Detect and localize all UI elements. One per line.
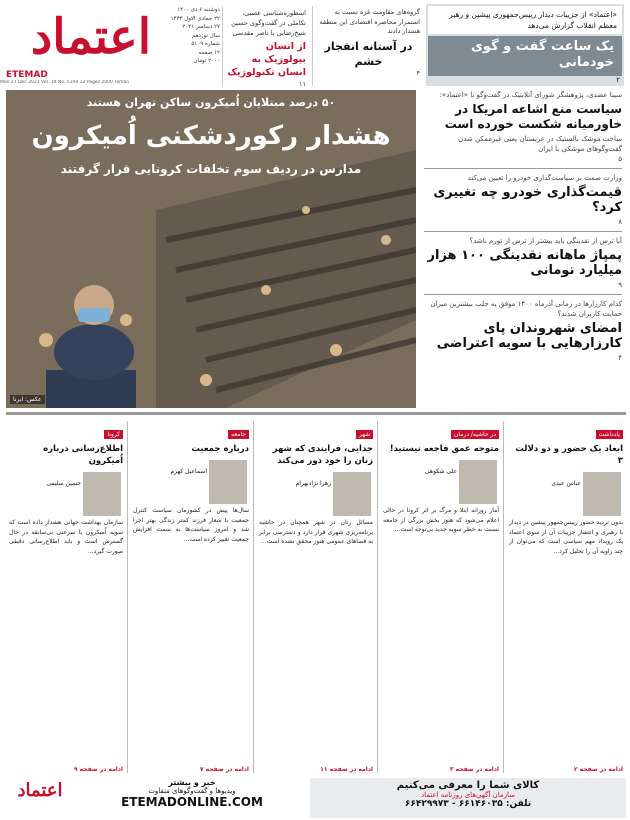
tease-meeting-head: یک ساعت گفت و گوی خودمانی bbox=[428, 36, 622, 76]
ad-online[interactable] bbox=[6, 778, 306, 818]
divider bbox=[253, 421, 254, 773]
column-author: عباس عبدی bbox=[551, 480, 581, 487]
column-population[interactable] bbox=[130, 421, 252, 775]
divider bbox=[377, 421, 378, 773]
story-petitions-head: امضای شهروندان پای کارزارهایی با سویه اعتراضی bbox=[436, 321, 622, 351]
story-petitions-page: ۴ bbox=[618, 354, 622, 362]
right-column bbox=[420, 90, 626, 363]
story-cars-small: وزارت صمت بر سیاست‌گذاری خودرو را تعیین می‌کند bbox=[467, 174, 622, 182]
ad-phone: تلفن: ۶۶۱۴۶۰۳۵ - ۶۶۴۲۹۹۷۳ bbox=[404, 799, 532, 809]
avatar bbox=[459, 460, 497, 504]
column-omicron[interactable] bbox=[6, 421, 126, 775]
tease-tech-small: اسطوره‌شناسی عصبی، تکاملی در گفت‌وگوی حسین شیخ‌رضایی با ناصر مقدسی bbox=[231, 9, 306, 37]
column-more-link[interactable]: ادامه در صفحه ۹ bbox=[73, 766, 123, 773]
hero-title[interactable]: هشدار رکوردشکنی اُمیکرون bbox=[31, 121, 391, 151]
column-title: ابعاد یک حضور و دو دلالت ۳ bbox=[515, 444, 623, 466]
story-usa-sub: ساخت موشک بالستیک در عربستان یعنی غیرممکن شدن گفت‌وگوهای موشکی با ایران bbox=[458, 135, 622, 153]
column-text: سال‌ها پیش در کشورمان سیاست کنترل جمعیت با شعار فرزند کمتر زندگی بهتر اجرا شد و امروز سیاست‌ها به سمت افزایش جمعیت تغییر کرده است... bbox=[133, 507, 249, 543]
tease-gaza-small: گروه‌های مقاومت غزه نسبت به استمرار محاصره اقتصادی این منطقه هشدار دادند bbox=[319, 8, 420, 35]
story-usa[interactable] bbox=[424, 90, 622, 164]
column-more-link[interactable]: ادامه در صفحه ۷ bbox=[199, 766, 249, 773]
ad-sub: سازمان آگهی‌های روزنامه اعتماد bbox=[421, 791, 515, 799]
tease-gaza[interactable] bbox=[312, 6, 424, 86]
tease-tech[interactable] bbox=[222, 6, 310, 86]
story-liquidity-head: پمپاژ ماهانه نقدینگی ۱۰۰ هزار میلیارد تومانی bbox=[427, 248, 622, 278]
hero-photo-credit: عکس: ایرنا bbox=[10, 395, 45, 404]
column-category: یادداشت bbox=[596, 430, 623, 439]
story-liquidity-page: ۹ bbox=[618, 281, 622, 289]
divider bbox=[424, 294, 622, 295]
hero-kicker: ۵۰ درصد مبتلایان اُمیکرون ساکن تهران هستند bbox=[86, 96, 336, 109]
column-title: جدایی، فرایندی که شهر زنان را خود دور می‌کند bbox=[272, 444, 373, 466]
story-cars-head: قیمت‌گذاری خودرو چه تغییری کرد؟ bbox=[433, 185, 622, 215]
tease-meeting-page: ۲ bbox=[616, 76, 620, 84]
column-category: در حاشیه/ درمان bbox=[451, 430, 499, 439]
avatar bbox=[583, 472, 621, 516]
tease-meeting[interactable] bbox=[426, 4, 624, 86]
story-usa-small: سینا عضدی، پژوهشگر شورای آتلانتیک در گفت‌وگو با «اعتماد»: bbox=[439, 91, 622, 99]
column-shokouhi[interactable] bbox=[380, 421, 502, 775]
tease-tech-head: از انسان بیولوژیک به انسان تکنولوژیک bbox=[227, 41, 306, 78]
tease-gaza-page: ۴ bbox=[416, 68, 420, 77]
column-author: علی شکوهی bbox=[424, 468, 457, 475]
divider bbox=[424, 231, 622, 232]
column-category: جامعه bbox=[228, 430, 249, 439]
tease-meeting-small: «اعتماد» از جزییات دیدار رییس‌جمهوری پیشین و رهبر معظم انقلاب گزارش می‌دهد bbox=[428, 6, 622, 34]
opinion-section bbox=[6, 412, 626, 776]
column-text: مسائل زنان در شهر همچنان در حاشیه برنامه‌ریزی شهری قرار دارد و دسترسی برابر به فضاهای عمومی هنوز محقق نشده است... bbox=[259, 519, 373, 545]
logo-wordmark: اعتماد bbox=[30, 9, 152, 65]
story-liquidity[interactable] bbox=[424, 236, 622, 290]
avatar bbox=[209, 460, 247, 504]
avatar bbox=[333, 472, 371, 516]
column-category: شهر bbox=[356, 430, 373, 439]
divider bbox=[503, 421, 504, 773]
column-text: سازمان بهداشت جهانی هشدار داده است که سویه اُمیکرون با سرعتی بی‌سابقه در حال گسترش است و باید اطلاع‌رسانی دقیقی صورت گیرد... bbox=[9, 519, 123, 555]
tease-tech-page: ۱۱ bbox=[299, 80, 306, 88]
story-usa-head: سیاست منع اشاعه امریکا در خاورمیانه شکست خورده است bbox=[444, 102, 622, 131]
ad-line1: خبر و بیشتر bbox=[168, 778, 216, 787]
story-liquidity-small: آیا ترس از نقدینگی باید بیشتر از ترس از تورم باشد؟ bbox=[469, 237, 622, 245]
divider bbox=[424, 168, 622, 169]
column-author: حسین سلیمی bbox=[46, 480, 81, 487]
ad-line2: ویدیوها و گفت‌وگوهای متفاوت bbox=[148, 787, 236, 795]
story-petitions[interactable] bbox=[424, 299, 622, 363]
column-author: زهرا نژادبهرام bbox=[295, 480, 331, 487]
column-category: کرونا bbox=[104, 430, 123, 439]
ad-title: کالای شما را معرفی می‌کنیم bbox=[396, 780, 540, 791]
hero-story[interactable] bbox=[6, 90, 416, 408]
column-more-link[interactable]: ادامه در صفحه ۱۱ bbox=[320, 766, 373, 773]
issue-info: دوشنبه ۶ دی ۱۴۰۰ ۲۲ جمادی الاول ۱۴۴۳ ۲۷ دسامبر ۲۰۲۱ سال نوزدهم شماره ۵۱۰۹ ۱۲ صفحه ۲۰۰۰ تومان bbox=[170, 7, 220, 64]
ad-classifieds[interactable] bbox=[310, 778, 626, 818]
logo-latin: ETEMAD bbox=[6, 70, 48, 80]
story-cars[interactable] bbox=[424, 173, 622, 227]
column-title: درباره جمعیت bbox=[191, 444, 249, 454]
tease-gaza-head: در آستانه انفجار خشم bbox=[324, 39, 413, 68]
column-title: متوجه عمق فاجعه نیستید! bbox=[389, 444, 499, 454]
ad-url-link[interactable]: ETEMADONLINE.COM bbox=[121, 795, 263, 809]
column-author: اسماعیل کهرم bbox=[170, 468, 207, 475]
ad-logo: اعتماد bbox=[17, 780, 63, 801]
story-cars-page: ۸ bbox=[618, 218, 622, 226]
column-text: بدون تردید حضور رییس‌جمهور پیشین در دیدار با رهبری و انتشار جزییات آن از سوی اعتماد یک رویداد مهم سیاسی است که می‌توان از چند زاویه آن را تحلیل کرد... bbox=[509, 519, 623, 555]
masthead-strip: Mon 27 Dec 2021 Vol. 19 No. 5109 12 Pages 2000 Toman bbox=[0, 80, 130, 85]
column-more-link[interactable]: ادامه در صفحه ۲ bbox=[573, 766, 623, 773]
story-petitions-small: کدام کارزارها در زمانی آذرماه ۱۴۰۰ موفق به جلب بیشترین میزان حمایت کاربران شدند؟ bbox=[430, 300, 622, 318]
column-text: آمار روزانه ابتلا و مرگ بر اثر کرونا در حالی اعلام می‌شود که هنوز بخش بزرگی از جامعه نسبت به خطر سویه جدید بی‌توجه است... bbox=[383, 507, 499, 533]
avatar bbox=[83, 472, 121, 516]
column-more-link[interactable]: ادامه در صفحه ۳ bbox=[449, 766, 499, 773]
story-usa-page: ۵ bbox=[618, 155, 622, 163]
divider bbox=[127, 421, 128, 773]
column-title: اطلاع‌رسانی درباره اُمیکرون bbox=[43, 444, 123, 466]
column-city[interactable] bbox=[256, 421, 376, 775]
column-abdi[interactable] bbox=[506, 421, 626, 775]
hero-deck: مدارس در ردیف سوم تخلفات کرونایی قرار گرفتند bbox=[60, 162, 362, 176]
